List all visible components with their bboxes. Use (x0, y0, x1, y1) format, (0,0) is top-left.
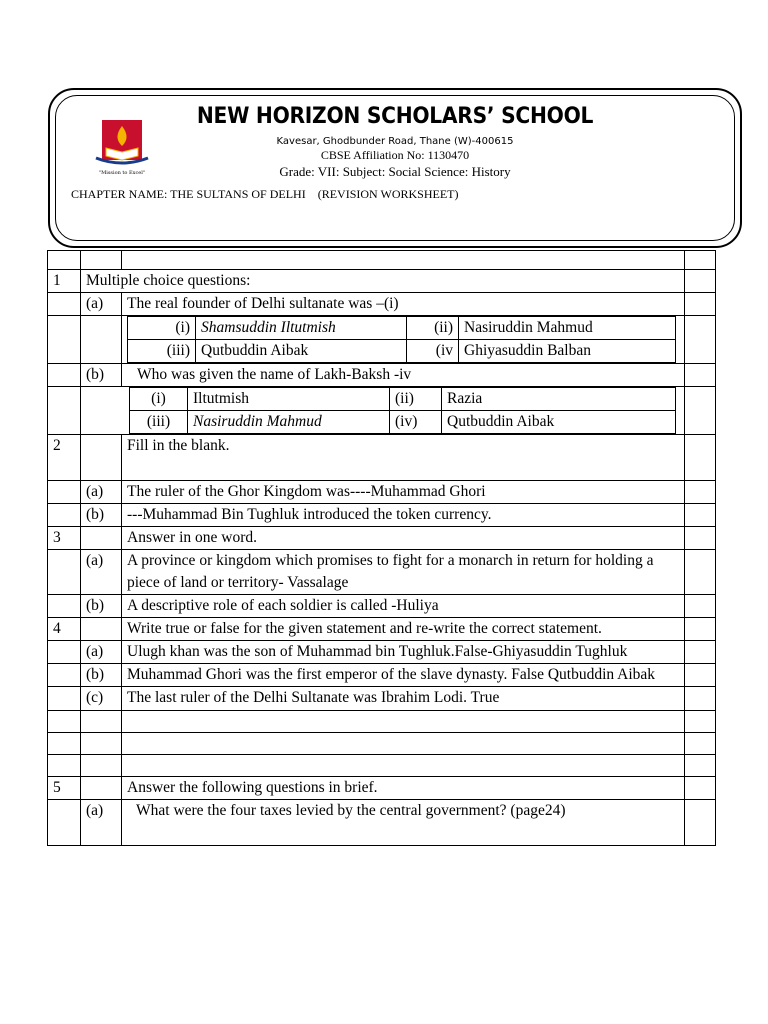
sub-label: (c) (81, 687, 122, 711)
question-text: Who was given the name of Lakh-Baksh -iv (122, 364, 685, 387)
question-text: A province or kingdom which promises to fight for a monarch in return for holding a piece of land or territory- Vassalage (122, 550, 685, 595)
table-row (48, 777, 716, 800)
sub-label: (a) (81, 293, 122, 316)
question-text: What were the four taxes levied by the central government? (page24) (122, 800, 685, 846)
school-address: Kavesar, Ghodbunder Road, Thane (W)-400615 (276, 136, 514, 147)
question-text: The ruler of the Ghor Kingdom was----Muhammad Ghori (122, 481, 685, 504)
table-row (48, 755, 716, 777)
table-row (48, 550, 716, 595)
option-number: (i) (128, 317, 196, 340)
question-text: The last ruler of the Delhi Sultanate was Ibrahim Lodi. True (122, 687, 685, 711)
table-row (48, 387, 716, 435)
question-text: The real founder of Delhi sultanate was –(i) (122, 293, 685, 316)
table-row (48, 618, 716, 641)
option-text: Shamsuddin Iltutmish (196, 317, 407, 340)
table-row (48, 687, 716, 711)
option-number: (i) (130, 388, 188, 411)
question-title: Answer the following questions in brief. (122, 777, 685, 800)
table-row (48, 504, 716, 527)
question-text: Ulugh khan was the son of Muhammad bin Tughluk.False-Ghiyasuddin Tughluk (122, 641, 685, 664)
worksheet-table (47, 250, 716, 846)
table-row (48, 641, 716, 664)
option-text: Ghiyasuddin Balban (459, 340, 676, 363)
table-row (48, 270, 716, 293)
table-row (48, 527, 716, 550)
question-title: Multiple choice questions: (81, 270, 685, 293)
option-text: Qutbuddin Aibak (442, 411, 676, 434)
school-name: NEW HORIZON SCHOLARS’ SCHOOL (196, 104, 594, 129)
option-text: Razia (442, 388, 676, 411)
option-number: (iv (407, 340, 459, 363)
sub-label: (a) (81, 800, 122, 846)
sub-label: (b) (81, 664, 122, 687)
question-number: 2 (48, 435, 81, 481)
options-table-q1b (129, 387, 676, 434)
sub-label: (b) (81, 595, 122, 618)
chapter-name-line: CHAPTER NAME: THE SULTANS OF DELHI (REVISION WORKSHEET) (71, 187, 459, 201)
option-number: (iii) (128, 340, 196, 363)
sub-label: (a) (81, 550, 122, 595)
option-text: Nasiruddin Mahmud (188, 411, 390, 434)
option-number: (iv) (390, 411, 442, 434)
table-row (48, 733, 716, 755)
grade-subject-line: Grade: VII: Subject: Social Science: History (279, 164, 511, 179)
logo-motto: "Mission to Excel" (98, 170, 146, 176)
sub-label: (a) (81, 641, 122, 664)
option-number: (ii) (390, 388, 442, 411)
sub-label: (b) (81, 364, 122, 387)
table-row (48, 251, 716, 270)
header-box (48, 88, 742, 248)
option-text: Qutbuddin Aibak (196, 340, 407, 363)
table-row (48, 435, 716, 481)
question-title: Answer in one word. (122, 527, 685, 550)
table-row (48, 316, 716, 364)
options-table-q1a (127, 316, 676, 363)
option-number: (iii) (130, 411, 188, 434)
table-row (48, 800, 716, 846)
table-row (48, 364, 716, 387)
option-text: Iltutmish (188, 388, 390, 411)
table-row (48, 293, 716, 316)
table-row (48, 595, 716, 618)
question-text: ---Muhammad Bin Tughluk introduced the token currency. (122, 504, 685, 527)
table-row (48, 664, 716, 687)
table-row (48, 711, 716, 733)
question-number: 1 (48, 270, 81, 293)
question-number: 3 (48, 527, 81, 550)
question-number: 5 (48, 777, 81, 800)
question-number: 4 (48, 618, 81, 641)
question-title: Write true or false for the given statement and re-write the correct statement. (122, 618, 685, 641)
question-title: Fill in the blank. (122, 435, 685, 481)
table-row (48, 481, 716, 504)
sub-label: (a) (81, 481, 122, 504)
option-number: (ii) (407, 317, 459, 340)
option-text: Nasiruddin Mahmud (459, 317, 676, 340)
cbse-affiliation: CBSE Affiliation No: 1130470 (320, 148, 470, 162)
sub-label: (b) (81, 504, 122, 527)
question-text: Muhammad Ghori was the first emperor of the slave dynasty. False Qutbuddin Aibak (122, 664, 685, 687)
question-text: A descriptive role of each soldier is called -Huliya (122, 595, 685, 618)
